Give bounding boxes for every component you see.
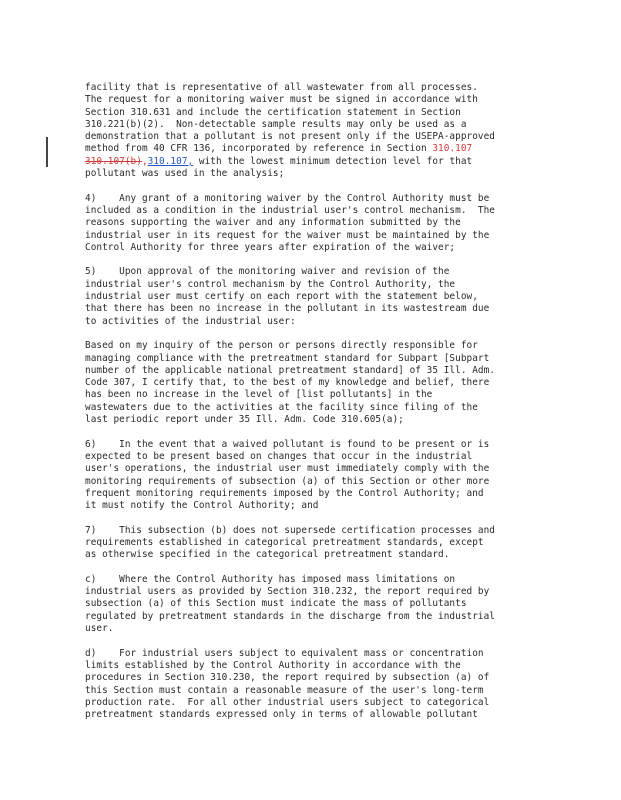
text-line: demonstration that a pollutant is not present only if the USEPA-approved — [85, 131, 495, 143]
text-line — [85, 156, 545, 168]
text-line: monitoring requirements of subsection (a) of this Section or other more — [85, 475, 490, 487]
revision-inserted-text: 310.107, — [147, 155, 194, 167]
paragraph-4 — [85, 193, 545, 254]
text-line: procedures in Section 310.230, the report required by subsection (a) of — [85, 672, 490, 684]
text-line: facility that is representative of all wastewater from all processes. — [85, 82, 478, 93]
text-line: to activities of the industrial user: — [85, 315, 296, 327]
revision-red-text: 310.107 — [432, 143, 473, 155]
text-line: has been no increase in the level of [list pollutants] in the — [85, 389, 433, 401]
revision-comma: , — [141, 155, 148, 167]
text-line: regulated by pretreatment standards in the discharge from the industrial — [85, 610, 495, 622]
text-line: last periodic report under 35 Ill. Adm. Code 310.605(a); — [85, 414, 404, 426]
text-line: industrial user's control mechanism by the Control Authority, the — [85, 278, 456, 290]
text-segment: with the lowest minimum detection level for that — [193, 155, 473, 167]
text-line: 7) This subsection (b) does not supersede certification processes and — [85, 524, 495, 536]
text-line: industrial user must certify on each report with the statement below, — [85, 291, 478, 303]
text-line: c) Where the Control Authority has imposed mass limitations on — [85, 573, 456, 585]
text-line: this Section must contain a reasonable measure of the user's long-term — [85, 684, 484, 696]
change-bar — [46, 137, 48, 167]
text-line: production rate. For all other industrial users subject to categorical — [85, 696, 490, 708]
text-line: industrial user in its request for the waiver must be maintained by the — [85, 229, 490, 241]
paragraph-7 — [85, 525, 545, 562]
text-line: included as a condition in the industrial user's control mechanism. The — [85, 204, 495, 216]
paragraph-6 — [85, 439, 545, 513]
text-line: frequent monitoring requirements imposed by the Control Authority; and — [85, 487, 484, 499]
text-line: expected to be present based on changes that occur in the industrial — [85, 450, 473, 462]
text-line: 4) Any grant of a monitoring waiver by the Control Authority must be — [85, 192, 490, 204]
text-line: The request for a monitoring waiver must be signed in accordance with — [85, 94, 478, 106]
paragraph-d — [85, 648, 545, 722]
text-line: 6) In the event that a waived pollutant is found to be present or is — [85, 438, 490, 450]
text-line: Code 307, I certify that, to the best of my knowledge and belief, there — [85, 377, 490, 389]
paragraph-monitoring-request — [85, 82, 545, 180]
text-line: limits established by the Control Authority in accordance with the — [85, 659, 461, 671]
text-line — [85, 143, 545, 155]
text-line: pretreatment standards expressed only in terms of allowable pollutant — [85, 709, 478, 721]
text-line: as otherwise specified in the categorical pretreatment standard. — [85, 549, 450, 561]
text-line: wastewaters due to the activities at the facility since filing of the — [85, 401, 478, 413]
paragraph-c — [85, 574, 545, 635]
paragraph-certification-statement — [85, 340, 545, 426]
text-line: subsection (a) of this Section must indicate the mass of pollutants — [85, 598, 467, 610]
text-line: Based on my inquiry of the person or persons directly responsible for — [85, 340, 478, 352]
text-line: 310.221(b)(2). Non-detectable sample results may only be used as a — [85, 118, 467, 130]
document-body — [85, 82, 545, 734]
revision-deleted-text: 310.107(b) — [85, 155, 142, 167]
text-line: d) For industrial users subject to equivalent mass or concentration — [85, 647, 484, 659]
text-line: number of the applicable national pretreatment standard] of 35 Ill. Adm. — [85, 364, 495, 376]
text-line: user. — [85, 623, 114, 635]
text-line: reasons supporting the waiver and any information submitted by the — [85, 217, 461, 229]
text-line: managing compliance with the pretreatment standard for Subpart [Subpart — [85, 352, 490, 364]
text-segment: method from 40 CFR 136, incorporated by reference in Section — [85, 143, 433, 155]
text-line: user's operations, the industrial user must immediately comply with the — [85, 463, 490, 475]
text-line: pollutant was used in the analysis; — [85, 168, 285, 180]
text-line: 5) Upon approval of the monitoring waiver and revision of the — [85, 266, 450, 278]
text-line: Section 310.631 and include the certification statement in Section — [85, 106, 461, 118]
text-line: industrial users as provided by Section 310.232, the report required by — [85, 586, 490, 598]
text-line: it must notify the Control Authority; and — [85, 500, 319, 512]
text-line: requirements established in categorical pretreatment standards, except — [85, 536, 484, 548]
paragraph-5 — [85, 266, 545, 327]
text-line: that there has been no increase in the pollutant in its wastestream due — [85, 303, 490, 315]
text-line: Control Authority for three years after expiration of the waiver; — [85, 241, 456, 253]
